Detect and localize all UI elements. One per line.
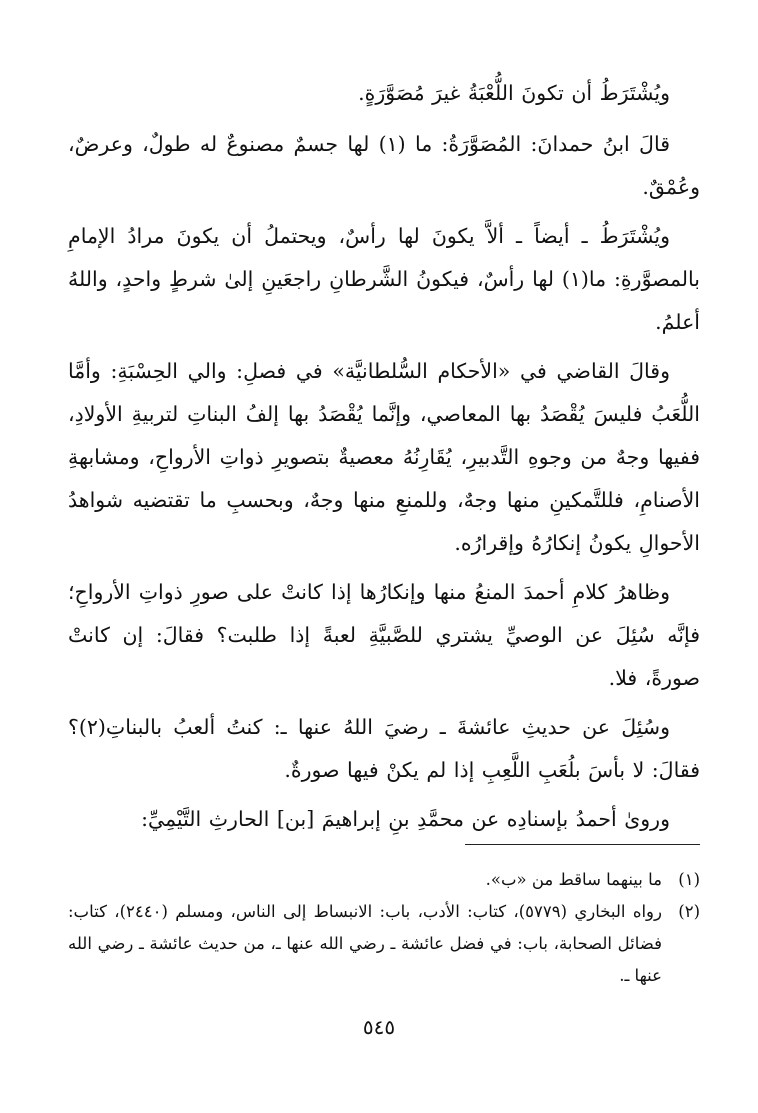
footnotes [68, 864, 700, 992]
paragraph-5: وظاهرُ كلامِ أحمدَ المنعُ منها وإنكارُها إذا كانتْ على صورِ ذواتِ الأرواحِ؛ فإنَّه سُئِلَ عن الوصيِّ يشتري للصَّبيَّةِ لعبةً إذا طلبت؟ فقالَ: إن كانتْ صورةً، فلا. [68, 580, 700, 690]
paragraph-1: ويُشْتَرَطُ أن تكونَ اللُّعْبَةُ غيرَ مُصَوَّرَةٍ. [358, 81, 670, 105]
page-number: ٥٤٥ [362, 1015, 396, 1039]
paragraph-6: وسُئِلَ عن حديثِ عائشةَ ـ رضيَ اللهُ عنها ـ: كنتُ ألعبُ بالبناتِ(٢)؟ فقالَ: لا بأسَ بلُعَبِ اللَّعِبِ إذا لم يكنْ فيها صورةٌ. [68, 715, 700, 782]
footnote-text: رواه البخاري (٥٧٧٩)، كتاب: الأدب، باب: الانبساط إلى الناس، ومسلم (٢٤٤٠)، كتاب: فضائل الصحابة، باب: في فضل عائشة ـ رضي الله عنها ـ، من حديث عائشة ـ رضي الله عنها ـ. [68, 902, 662, 985]
paragraph-7: وروىٰ أحمدُ بإسنادِه عن محمَّدِ بنِ إبراهيمَ [بن] الحارثِ التَّيْمِيِّ: [141, 807, 670, 831]
page-body [68, 72, 700, 985]
paragraph-4: وقالَ القاضي في «الأحكام السُّلطانيَّة» في فصلِ: والي الحِسْبَةِ: وأمَّا اللُّعَبُ فليسَ يُقْصَدُ بها المعاصي، وإنَّما يُقْصَدُ بها إلفُ البناتِ لتربيةِ الأولادِ، ففيها وجهٌ من وجوهِ التَّدبيرِ، يُقَارِنُهُ معصيةٌ بتصويرِ ذواتِ الأرواحِ، ومشابهةِ الأصنامِ، فللتَّمكينِ منها وجهٌ، وللمنعِ منها وجهٌ، وبحسبِ ما تقتضيه شواهدُ الأحوالِ يكونُ إنكارُهُ وإقرارُه. [68, 359, 700, 555]
paragraph-3: ويُشْتَرَطُ ـ أيضاً ـ ألاَّ يكونَ لها رأسٌ، ويحتملُ أن يكونَ مرادُ الإمامِ بالمصوَّرةِ: ما(١) لها رأسٌ، فيكونُ الشَّرطانِ راجعَينِ إلىٰ شرطٍ واحدٍ، واللهُ أعلمُ. [68, 224, 700, 334]
paragraph-2: قالَ ابنُ حمدانَ: المُصَوَّرَةُ: ما (١) لها جسمٌ مصنوعٌ له طولٌ، وعرضٌ، وعُمْقٌ. [68, 132, 700, 199]
footnote-number: (٢) [678, 902, 700, 921]
footnote-divider [465, 844, 700, 845]
footnote-text: ما بينهما ساقط من «ب». [485, 870, 662, 889]
footnote-number: (١) [678, 870, 700, 889]
footnote-1 [68, 864, 700, 896]
footnote-2 [68, 896, 700, 992]
